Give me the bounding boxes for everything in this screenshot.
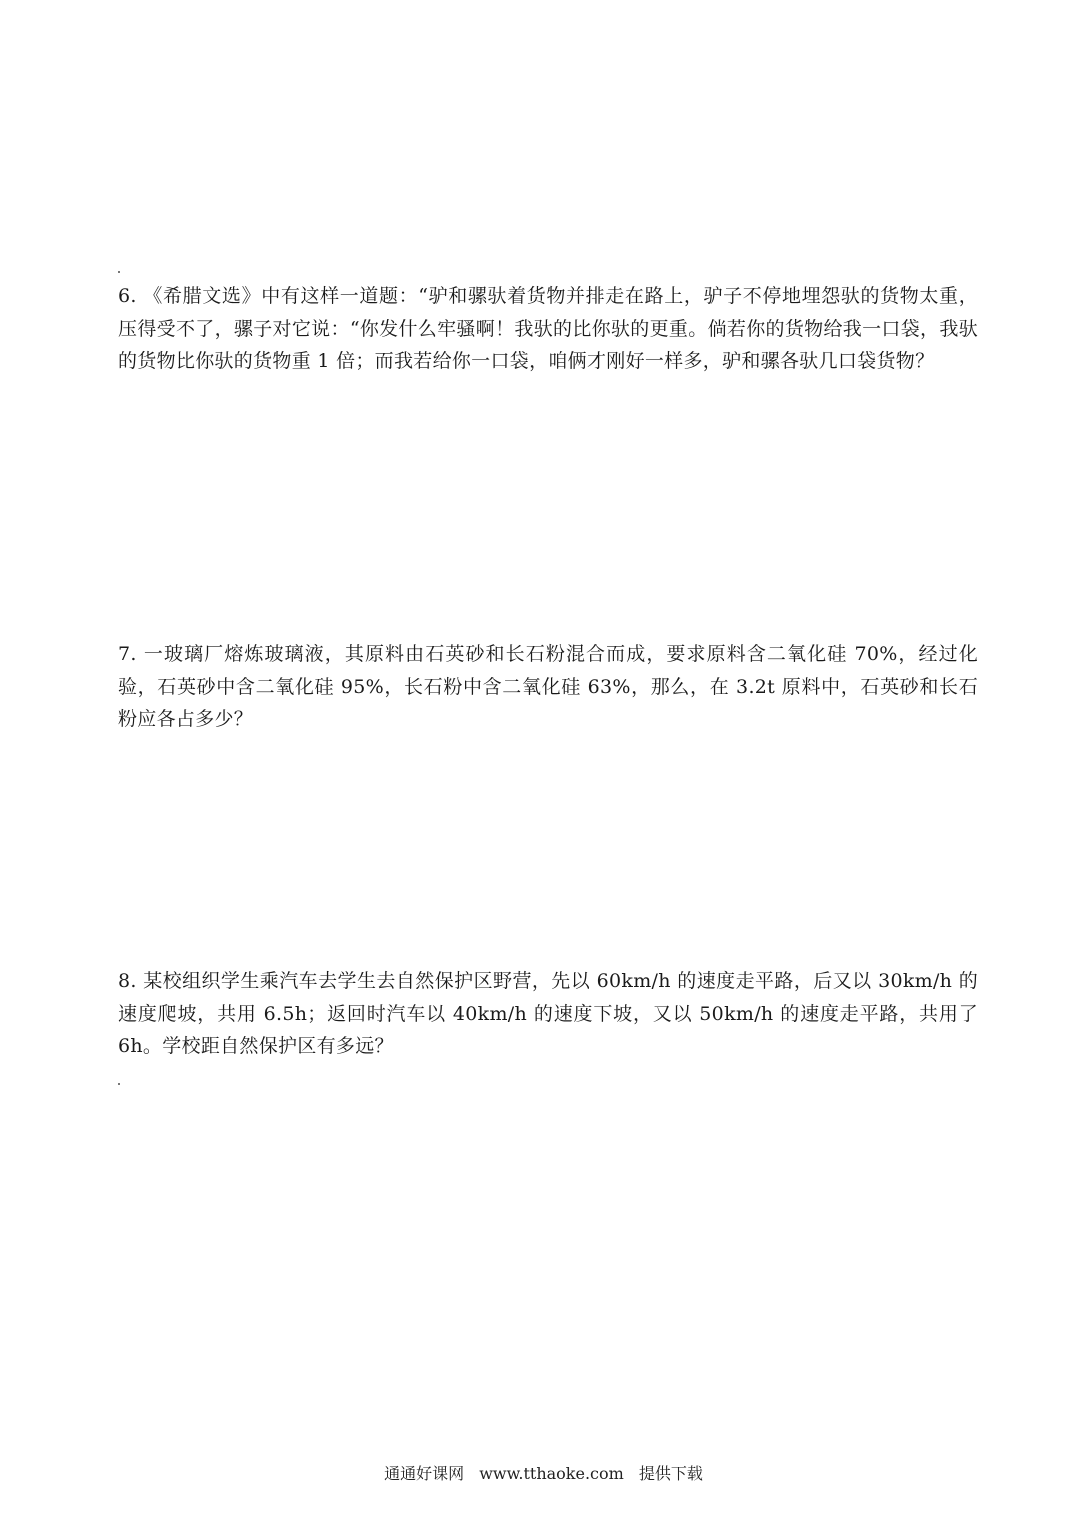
footer-note: 提供下载 [638,1464,703,1483]
margin-mark [118,271,120,273]
footer-url[interactable]: www.tthaoke.com [479,1464,624,1483]
footer-site-name: 通通好课网 [384,1464,465,1483]
problem-7-text: 7. 一玻璃厂熔炼玻璃液，其原料由石英砂和长石粉混合而成，要求原料含二氧化硅 70%，经过化验，石英砂中含二氧化硅 95%，长石粉中含二氧化硅 63%，那么，在 3.2t 原料中，石英砂和长石粉应各占多少？ [118,643,978,730]
problem-6-text: 6. 《希腊文选》中有这样一道题：“驴和骡驮着货物并排走在路上，驴子不停地埋怨驮的货物太重，压得受不了，骡子对它说：“你发什么牢骚啊！我驮的比你驮的更重。倘若你的货物给我一口袋，我驮的货物比你驮的货物重 1 倍；而我若给你一口袋，咱俩才刚好一样多，驴和骡各驮几口袋货物？ [118,285,978,372]
margin-mark [118,1083,120,1085]
page-footer [0,1462,1087,1486]
problem-8-text: 8. 某校组织学生乘汽车去学生去自然保护区野营，先以 60km/h 的速度走平路，后又以 30km/h 的速度爬坡，共用 6.5h；返回时汽车以 40km/h 的速度下坡，又以 50km/h 的速度走平路，共用了 6h。学校距自然保护区有多远？ [118,970,978,1057]
